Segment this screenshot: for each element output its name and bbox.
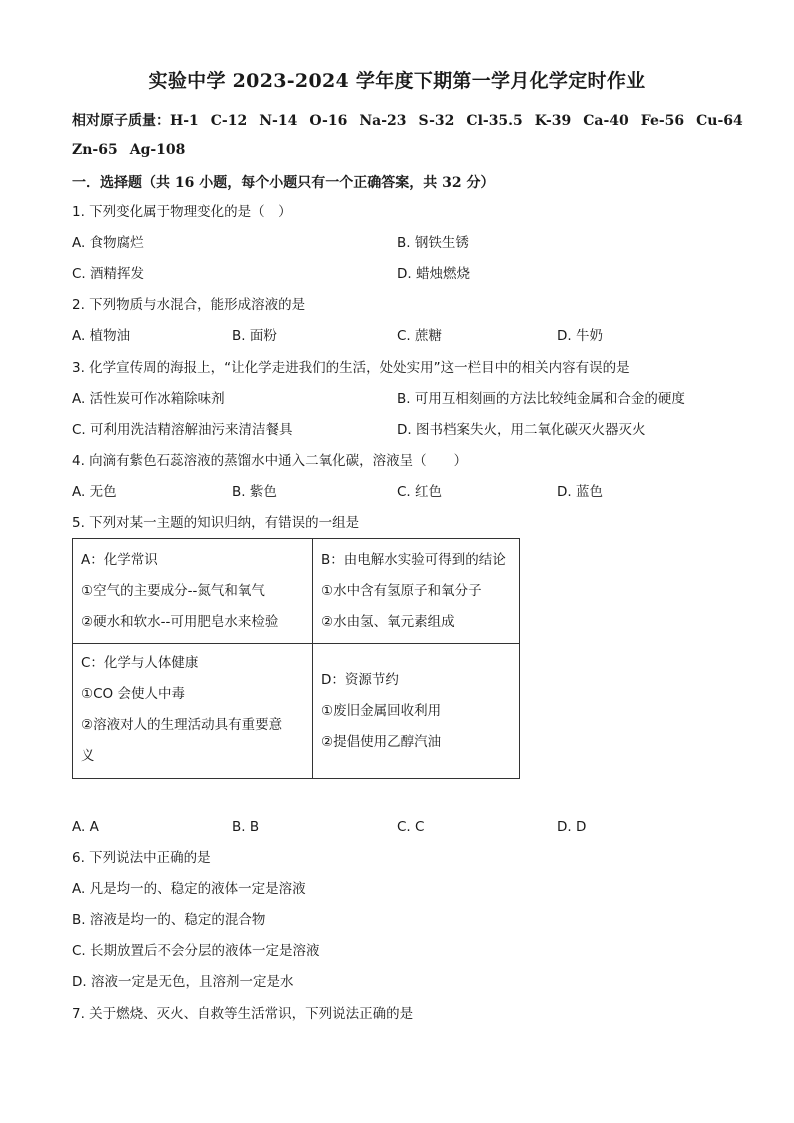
cell-item: 义: [81, 748, 95, 764]
option: D. D: [557, 819, 587, 835]
question-stem: 7. 关于燃烧、灭火、自救等生活常识，下列说法正确的是: [72, 1006, 414, 1022]
atomic-mass: Fe-56: [640, 113, 685, 129]
option: D. 溶液一定是无色，且溶剂一定是水: [72, 974, 294, 990]
table-cell-a: [73, 539, 313, 644]
option: A. A: [72, 819, 99, 835]
option: B. 溶液是均一的、稳定的混合物: [72, 912, 266, 928]
cell-heading: B：由电解水实验可得到的结论: [321, 552, 506, 568]
option: C. 长期放置后不会分层的液体一定是溶液: [72, 943, 320, 959]
option: B. B: [232, 819, 260, 835]
cell-item: ②硬水和软水--可用肥皂水来检验: [81, 614, 279, 630]
option: D. 蜡烛燃烧: [397, 266, 470, 282]
cell-item: ①废旧金属回收利用: [321, 702, 442, 719]
table-cell-c: [73, 644, 313, 779]
atomic-mass: K-39: [534, 113, 572, 129]
option: D. 蓝色: [557, 484, 603, 500]
cell-item: ②水由氢、氧元素组成: [321, 614, 455, 630]
option: B. 可用互相刻画的方法比较纯金属和合金的硬度: [397, 391, 685, 407]
option: C. 红色: [397, 484, 443, 500]
atomic-mass: Zn-65: [72, 142, 118, 158]
atomic-mass: S-32: [418, 113, 455, 129]
atomic-mass: O-16: [309, 113, 348, 129]
question-stem: 6. 下列说法中正确的是: [72, 850, 211, 866]
option: D. 牛奶: [557, 328, 603, 344]
option: A. 植物油: [72, 328, 131, 344]
atomic-mass: Cu-64: [696, 113, 743, 129]
cell-item: ①空气的主要成分--氮气和氧气: [81, 583, 265, 599]
cell-item: ②提倡使用乙醇汽油: [321, 733, 442, 750]
question-stem: 2. 下列物质与水混合，能形成溶液的是: [72, 297, 306, 313]
question-stem: 5. 下列对某一主题的知识归纳，有错误的一组是: [72, 515, 360, 531]
cell-heading: C：化学与人体健康: [81, 655, 199, 671]
knowledge-table: [72, 538, 520, 779]
option: C. 可利用洗洁精溶解油污来清洁餐具: [72, 422, 293, 438]
atomic-mass: N-14: [259, 113, 298, 129]
question-stem: 1. 下列变化属于物理变化的是（ ）: [72, 204, 292, 220]
atomic-mass: C-12: [210, 113, 248, 129]
page-title: 实验中学 2023-2024 学年度下期第一学月化学定时作业: [148, 70, 646, 92]
cell-item: ②溶液对人的生理活动具有重要意: [81, 717, 283, 733]
option: D. 图书档案失火，用二氧化碳灭火器灭火: [397, 422, 646, 438]
atomic-masses-line-1: [72, 110, 743, 130]
option: C. C: [397, 819, 425, 835]
atomic-masses-line-2: [72, 142, 197, 158]
option: C. 酒精挥发: [72, 266, 145, 282]
cell-heading: A：化学常识: [81, 552, 158, 568]
atomic-mass: Ca-40: [583, 113, 629, 129]
option: A. 食物腐烂: [72, 235, 144, 251]
atomic-mass: Na-23: [359, 113, 407, 129]
option: A. 凡是均一的、稳定的液体一定是溶液: [72, 881, 306, 897]
option: A. 无色: [72, 484, 117, 500]
atomic-label: 相对原子质量：: [72, 113, 170, 129]
section-heading: 一．选择题（共 16 小题，每个小题只有一个正确答案，共 32 分）: [72, 175, 495, 191]
atomic-mass: H-1: [170, 113, 199, 129]
option: A. 活性炭可作冰箱除味剂: [72, 391, 225, 407]
option: B. 面粉: [232, 328, 277, 344]
cell-item: ①水中含有氢原子和氧分子: [321, 583, 482, 599]
atomic-mass: Cl-35.5: [466, 113, 523, 129]
table-cell-d: [313, 644, 520, 779]
cell-heading: D：资源节约: [321, 671, 399, 688]
question-stem: 4. 向滴有紫色石蕊溶液的蒸馏水中通入二氧化碳，溶液呈（ ）: [72, 453, 468, 469]
question-stem: 3. 化学宣传周的海报上，“让化学走进我们的生活，处处实用”这一栏目中的相关内容有误的是: [72, 360, 630, 376]
option: B. 钢铁生锈: [397, 235, 469, 251]
table-cell-b: [313, 539, 520, 644]
option: C. 蔗糖: [397, 328, 443, 344]
option: B. 紫色: [232, 484, 277, 500]
cell-item: ①CO 会使人中毒: [81, 686, 185, 702]
atomic-mass: Ag-108: [129, 142, 186, 158]
